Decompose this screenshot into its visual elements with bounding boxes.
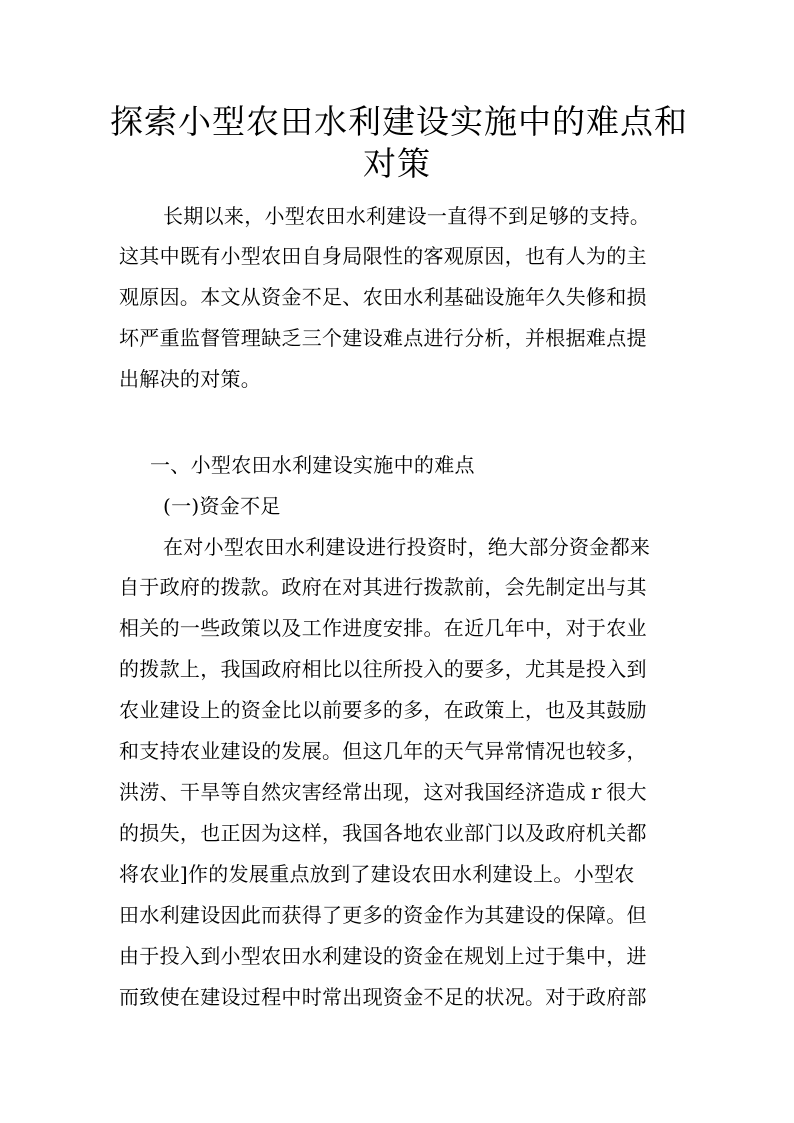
intro-line-3: 观原因。本文从资金不足、农田水利基础设施年久失修和损 — [119, 285, 647, 309]
intro-line-2: 这其中既有小型农田自身局限性的客观原因，也有人为的主 — [119, 244, 647, 268]
body-line-11: 由于投入到小型农田水利建设的资金在规划上过于集中，进 — [119, 944, 647, 968]
document-title-line-2: 对策 — [363, 144, 431, 183]
intro-line-1: 长期以来，小型农田水利建设一直得不到足够的支持。 — [163, 204, 651, 228]
body-line-1: 在对小型农田水利建设进行投资时，绝大部分资金都来 — [163, 535, 651, 559]
body-line-3: 相关的一些政策以及工作进度安排。在近几年中，对于农业 — [119, 616, 647, 640]
body-line-7: 洪涝、干旱等自然灾害经常出现，这对我国经济造成ｒ很大 — [119, 780, 647, 804]
body-line-6: 和支持农业建设的发展。但这几年的天气异常情况也较多， — [119, 739, 647, 763]
body-line-9: 将农业]作的发展重点放到了建设农田水利建设上。小型农 — [119, 862, 635, 886]
body-line-10: 田水利建设因此而获得了更多的资金作为其建设的保障。但 — [119, 903, 647, 927]
body-line-5: 农业建设上的资金比以前要多的多，在政策上，也及其鼓励 — [119, 698, 647, 722]
section-heading: 一、小型农田水利建设实施中的难点 — [150, 453, 475, 477]
body-line-8: 的损失，也正因为这样，我国各地农业部门以及政府机关都 — [119, 821, 647, 845]
intro-line-4: 坏严重监督管理缺乏三个建设难点进行分析，并根据难点提 — [119, 326, 647, 350]
document-title-line-1: 探索小型农田水利建设实施中的难点和 — [110, 102, 688, 141]
body-line-12: 而致使在建设过程中时常出现资金不足的状况。对于政府部 — [119, 985, 647, 1009]
intro-line-5: 出解决的对策。 — [119, 367, 262, 391]
body-line-2: 自于政府的拨款。政府在对其进行拨款前，会先制定出与其 — [119, 575, 647, 599]
subsection-heading: (一)资金不足 — [163, 494, 281, 518]
body-line-4: 的拨款上，我国政府相比以往所投入的要多，尤其是投入到 — [119, 657, 647, 681]
